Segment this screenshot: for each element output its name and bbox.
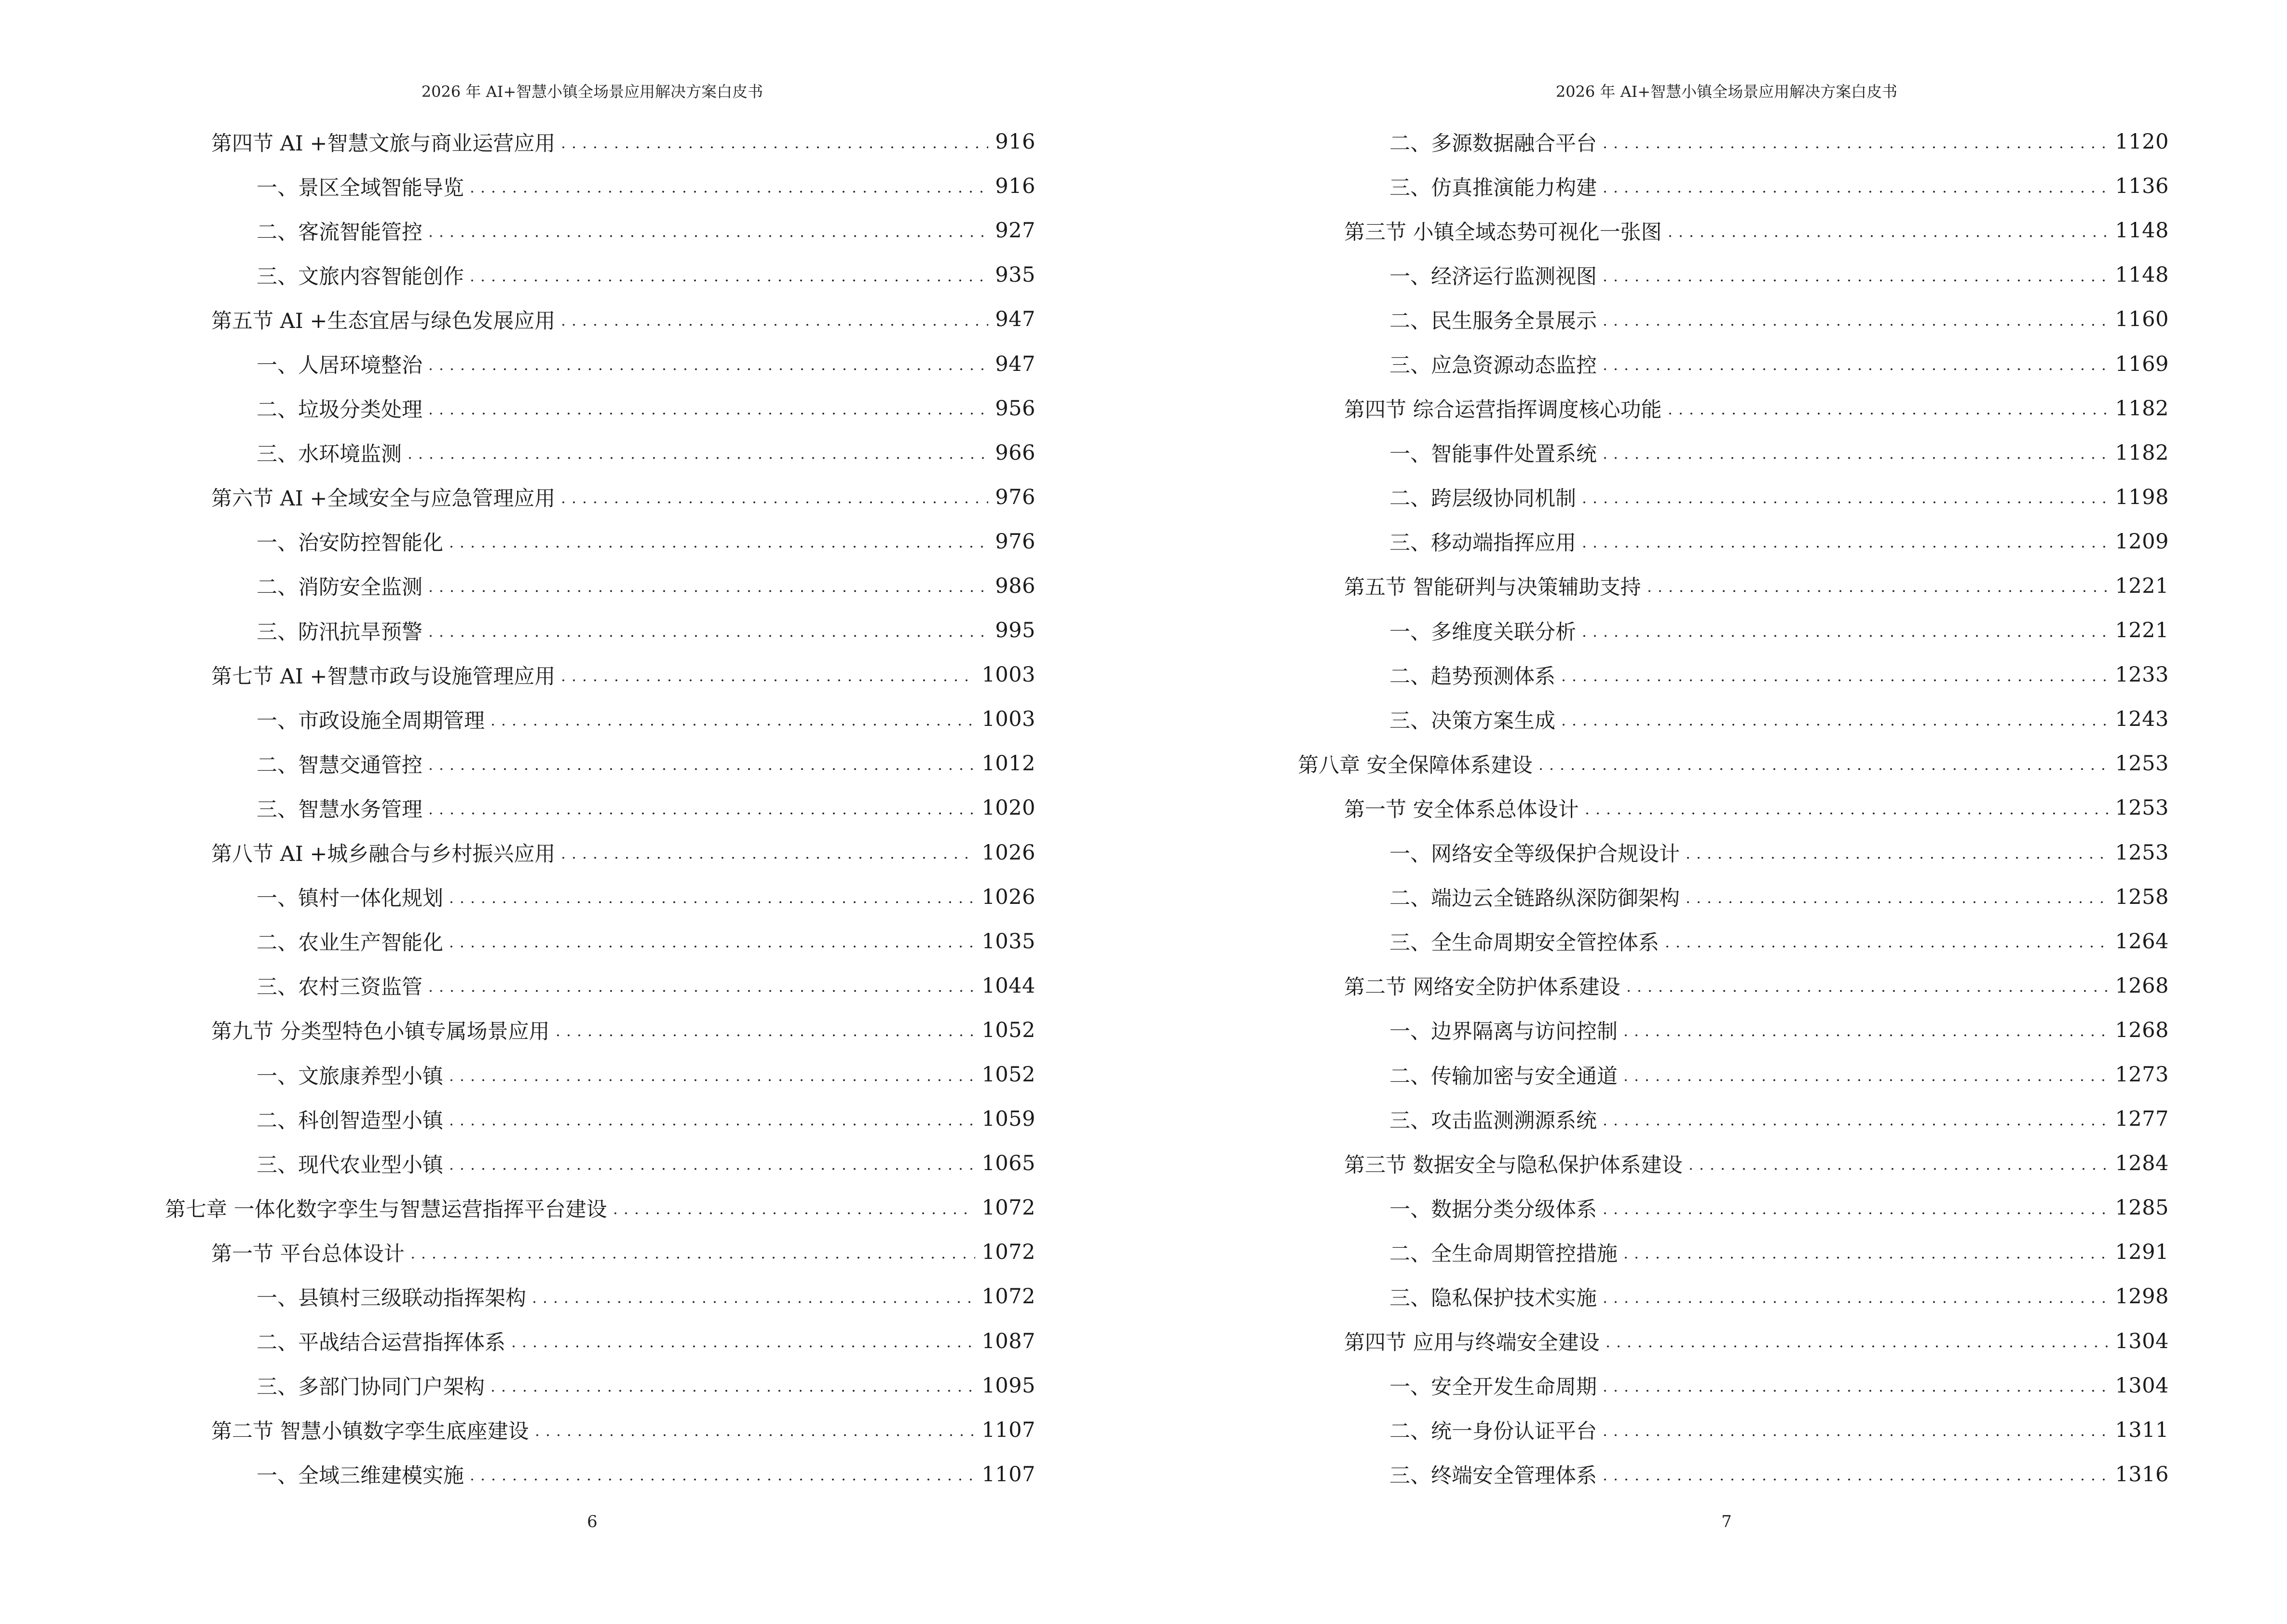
dot-leader [1665, 398, 2109, 419]
toc-entry-page-number: 1095 [981, 1373, 1035, 1398]
toc-entry-page-number: 1258 [2115, 885, 2169, 909]
toc-entry-page-number: 1003 [981, 663, 1035, 687]
toc-entry-title: 三、文旅内容智能创作 [257, 264, 464, 289]
toc-entry-title: 三、防汛抗旱预警 [257, 620, 422, 644]
toc-entry-item[interactable] [1298, 1097, 2169, 1141]
dot-leader [425, 398, 988, 419]
toc-entry-item[interactable] [165, 786, 1035, 830]
dot-leader [1600, 354, 2109, 374]
toc-entry-page-number: 1298 [2115, 1284, 2169, 1309]
toc-entry-title: 二、传输加密与安全通道 [1389, 1064, 1618, 1089]
dot-leader [1623, 975, 2109, 996]
toc-entry-item[interactable] [165, 1364, 1035, 1408]
toc-entry-title: 三、水环境监测 [257, 442, 402, 467]
dot-leader [488, 1375, 975, 1396]
toc-entry-title: 第五节 智能研判与决策辅助支持 [1344, 575, 1641, 600]
dot-leader [1558, 665, 2109, 685]
toc-entry-title: 三、仿真推演能力构建 [1389, 176, 1597, 200]
toc-entry-item[interactable] [165, 919, 1035, 964]
toc-entry-title: 第四节 综合运营指挥调度核心功能 [1344, 398, 1662, 423]
toc-entry-title: 一、治安防控智能化 [257, 531, 443, 556]
toc-entry-chapter[interactable] [1298, 741, 2169, 786]
toc-entry-item[interactable] [165, 1052, 1035, 1097]
toc-entry-title: 一、多维度关联分析 [1389, 620, 1576, 644]
toc-entry-item[interactable] [1298, 120, 2169, 164]
toc-entry-title: 三、隐私保护技术实施 [1389, 1286, 1597, 1310]
dot-leader [446, 887, 975, 907]
dot-leader [1600, 1375, 2109, 1396]
toc-entry-page-number: 1253 [2115, 751, 2169, 776]
toc-entry-title: 一、全域三维建模实施 [257, 1464, 464, 1488]
toc-entry-item[interactable] [1298, 431, 2169, 475]
dot-leader [1582, 798, 2109, 819]
toc-entry-title: 三、攻击监测溯源系统 [1389, 1108, 1597, 1133]
page-right [1144, 0, 2287, 1624]
dot-leader [1620, 1242, 2109, 1263]
toc-entry-page-number: 1169 [2115, 352, 2169, 376]
dot-leader [1579, 531, 2109, 552]
toc-entry-page-number: 1026 [981, 840, 1035, 865]
toc-entry-item[interactable] [1298, 1052, 2169, 1097]
toc-entry-title: 二、科创智造型小镇 [257, 1108, 443, 1133]
toc-entry-page-number: 1072 [981, 1284, 1035, 1309]
toc-entry-page-number: 1107 [981, 1462, 1035, 1487]
dot-leader [508, 1331, 975, 1351]
toc-entry-item[interactable] [165, 1097, 1035, 1141]
toc-entry-item[interactable] [1298, 253, 2169, 297]
toc-entry-title: 第三节 数据安全与隐私保护体系建设 [1344, 1153, 1683, 1177]
toc-entry-page-number: 1304 [2115, 1373, 2169, 1398]
toc-entry-page-number: 1311 [2115, 1418, 2169, 1442]
toc-entry-item[interactable] [1298, 608, 2169, 653]
toc-entry-title: 一、人居环境整治 [257, 354, 422, 378]
toc-entry-page-number: 1072 [981, 1240, 1035, 1265]
toc-entry-item[interactable] [165, 386, 1035, 431]
toc-entry-title: 三、农村三资监管 [257, 975, 422, 1000]
dot-leader [529, 1286, 975, 1307]
toc-entry-title: 三、应急资源动态监控 [1389, 354, 1597, 378]
dot-leader [1600, 309, 2109, 330]
dot-leader [1600, 132, 2109, 152]
toc-entry-title: 三、终端安全管理体系 [1389, 1464, 1597, 1488]
toc-entry-item[interactable] [1298, 164, 2169, 208]
toc-entry-section[interactable] [1298, 786, 2169, 830]
dot-leader [1662, 931, 2109, 952]
toc-entry-title: 三、现代农业型小镇 [257, 1153, 443, 1177]
dot-leader [405, 442, 988, 463]
dot-leader [1600, 265, 2109, 286]
toc-entry-page-number: 1052 [981, 1063, 1035, 1087]
toc-entry-item[interactable] [165, 964, 1035, 1008]
toc-entry-section[interactable] [165, 1008, 1035, 1052]
dot-leader [1683, 842, 2109, 863]
toc-entry-item[interactable] [1298, 519, 2169, 564]
dot-leader [558, 842, 975, 863]
dot-leader [467, 176, 988, 197]
toc-entry-title: 第四节 AI +智慧文旅与商业运营应用 [211, 131, 556, 156]
toc-entry-section[interactable] [165, 297, 1035, 341]
toc-entry-section[interactable] [1298, 386, 2169, 431]
toc-entry-title: 二、消防安全监测 [257, 575, 422, 600]
toc-entry-page-number: 1182 [2115, 396, 2169, 421]
toc-entry-section[interactable] [165, 475, 1035, 519]
running-header: 2026 年 AI+智慧小镇全场景应用解决方案白皮书 [1555, 82, 1898, 101]
toc-entry-page-number: 1120 [2115, 130, 2169, 154]
toc-entry-page-number: 1087 [981, 1329, 1035, 1353]
toc-entry-title: 二、趋势预测体系 [1389, 664, 1555, 689]
dot-leader [1600, 1109, 2109, 1130]
toc-entry-section[interactable] [165, 831, 1035, 875]
toc-entry-page-number: 986 [995, 573, 1035, 598]
toc-entry-title: 第七节 AI +智慧市政与设施管理应用 [211, 664, 556, 689]
toc-entry-page-number: 1284 [2115, 1151, 2169, 1176]
toc-entry-title: 第三节 小镇全域态势可视化一张图 [1344, 220, 1662, 245]
toc-entry-title: 二、垃圾分类处理 [257, 398, 422, 423]
dot-leader [1683, 887, 2109, 907]
dot-leader [1600, 442, 2109, 463]
toc-entry-title: 一、数据分类分级体系 [1389, 1197, 1597, 1222]
toc-entry-title: 第二节 智慧小镇数字孪生底座建设 [211, 1419, 529, 1444]
table-of-contents [165, 120, 1035, 1497]
toc-entry-section[interactable] [1298, 964, 2169, 1008]
toc-entry-item[interactable] [165, 341, 1035, 386]
page-number: 7 [1721, 1512, 1732, 1531]
toc-entry-section[interactable] [1298, 1141, 2169, 1186]
toc-entry-item[interactable] [1298, 297, 2169, 341]
dot-leader [558, 132, 988, 152]
toc-entry-title: 一、景区全域智能导览 [257, 176, 464, 200]
toc-entry-page-number: 976 [995, 485, 1035, 509]
dot-leader [1600, 1286, 2109, 1307]
toc-entry-item[interactable] [165, 1274, 1035, 1319]
toc-entry-item[interactable] [1298, 1008, 2169, 1052]
dot-leader [532, 1419, 975, 1440]
dot-leader [1620, 1020, 2109, 1040]
dot-leader [558, 309, 988, 330]
toc-entry-page-number: 1198 [2115, 485, 2169, 509]
dot-leader [610, 1198, 975, 1218]
toc-entry-item[interactable] [165, 164, 1035, 208]
toc-entry-title: 一、镇村一体化规划 [257, 887, 443, 911]
dot-leader [1536, 753, 2109, 774]
toc-entry-item[interactable] [165, 875, 1035, 919]
toc-entry-title: 第九节 分类型特色小镇专属场景应用 [211, 1020, 550, 1044]
toc-entry-item[interactable] [1298, 1186, 2169, 1230]
toc-entry-page-number: 1065 [981, 1151, 1035, 1176]
toc-entry-page-number: 956 [995, 396, 1035, 421]
dot-leader [408, 1242, 975, 1263]
running-header: 2026 年 AI+智慧小镇全场景应用解决方案白皮书 [421, 82, 763, 101]
toc-entry-item[interactable] [1298, 653, 2169, 697]
toc-entry-page-number: 1268 [2115, 973, 2169, 998]
toc-entry-title: 第二节 网络安全防护体系建设 [1344, 975, 1620, 1000]
toc-entry-section[interactable] [165, 653, 1035, 697]
toc-entry-page-number: 1221 [2115, 618, 2169, 643]
dot-leader [446, 531, 988, 552]
toc-entry-page-number: 916 [995, 130, 1035, 154]
dot-leader [446, 1064, 975, 1085]
toc-entry-title: 一、智能事件处置系统 [1389, 442, 1597, 467]
page-number: 6 [587, 1512, 598, 1531]
toc-entry-item[interactable] [165, 608, 1035, 653]
toc-entry-page-number: 995 [995, 618, 1035, 643]
toc-entry-page-number: 1136 [2115, 174, 2169, 199]
dot-leader [558, 487, 988, 507]
toc-entry-title: 三、多部门协同门户架构 [257, 1375, 485, 1400]
toc-entry-page-number: 1035 [981, 929, 1035, 954]
toc-entry-page-number: 1107 [981, 1418, 1035, 1442]
toc-entry-item[interactable] [165, 253, 1035, 297]
toc-entry-page-number: 1273 [2115, 1063, 2169, 1087]
dot-leader [446, 1109, 975, 1130]
toc-entry-title: 二、全生命周期管控措施 [1389, 1242, 1618, 1266]
toc-entry-title: 第八节 AI +城乡融合与乡村振兴应用 [211, 842, 556, 867]
table-of-contents [1298, 120, 2169, 1497]
toc-entry-title: 二、端边云全链路纵深防御架构 [1389, 887, 1680, 911]
toc-entry-title: 二、农业生产智能化 [257, 931, 443, 955]
toc-entry-title: 二、智慧交通管控 [257, 753, 422, 778]
toc-entry-page-number: 1160 [2115, 307, 2169, 332]
toc-entry-page-number: 1044 [981, 973, 1035, 998]
toc-entry-page-number: 1277 [2115, 1107, 2169, 1132]
toc-entry-item[interactable] [1298, 475, 2169, 519]
toc-entry-title: 一、文旅康养型小镇 [257, 1064, 443, 1089]
toc-entry-item[interactable] [165, 431, 1035, 475]
toc-entry-page-number: 1003 [981, 707, 1035, 732]
dot-leader [488, 709, 975, 730]
toc-entry-title: 第一节 平台总体设计 [211, 1242, 405, 1266]
toc-entry-page-number: 947 [995, 352, 1035, 376]
toc-entry-page-number: 1052 [981, 1018, 1035, 1042]
toc-entry-item[interactable] [1298, 697, 2169, 741]
dot-leader [1644, 575, 2109, 596]
toc-entry-item[interactable] [1298, 1230, 2169, 1274]
toc-entry-page-number: 1209 [2115, 529, 2169, 554]
toc-entry-title: 二、统一身份认证平台 [1389, 1419, 1597, 1444]
dot-leader [467, 265, 988, 286]
toc-entry-item[interactable] [1298, 831, 2169, 875]
toc-entry-title: 第四节 应用与终端安全建设 [1344, 1331, 1600, 1355]
dot-leader [425, 354, 988, 374]
toc-entry-title: 二、多源数据融合平台 [1389, 131, 1597, 156]
toc-entry-page-number: 927 [995, 218, 1035, 243]
toc-entry-item[interactable] [1298, 1408, 2169, 1452]
toc-entry-item[interactable] [1298, 1452, 2169, 1497]
dot-leader [425, 975, 975, 996]
toc-entry-section[interactable] [165, 120, 1035, 164]
toc-entry-title: 一、市政设施全周期管理 [257, 709, 485, 733]
toc-entry-title: 一、网络安全等级保护合规设计 [1389, 842, 1680, 867]
toc-entry-title: 第八章 安全保障体系建设 [1298, 753, 1533, 778]
dot-leader [1579, 620, 2109, 641]
toc-entry-item[interactable] [165, 208, 1035, 253]
toc-entry-item[interactable] [165, 697, 1035, 741]
toc-entry-page-number: 1026 [981, 885, 1035, 909]
toc-entry-page-number: 1059 [981, 1107, 1035, 1132]
toc-entry-title: 一、县镇村三级联动指挥架构 [257, 1286, 526, 1310]
toc-entry-item[interactable] [165, 519, 1035, 564]
dot-leader [1558, 709, 2109, 730]
toc-entry-section[interactable] [165, 1230, 1035, 1274]
toc-entry-title: 二、跨层级协同机制 [1389, 487, 1576, 511]
toc-entry-item[interactable] [1298, 341, 2169, 386]
dot-leader [425, 220, 988, 241]
dot-leader [1600, 176, 2109, 197]
dot-leader [1665, 220, 2109, 241]
toc-entry-chapter[interactable] [165, 1186, 1035, 1230]
dot-leader [1603, 1331, 2109, 1351]
dot-leader [558, 665, 975, 685]
toc-entry-title: 三、全生命周期安全管控体系 [1389, 931, 1659, 955]
toc-entry-item[interactable] [165, 1141, 1035, 1186]
toc-entry-item[interactable] [1298, 875, 2169, 919]
toc-entry-page-number: 1020 [981, 796, 1035, 820]
toc-entry-section[interactable] [1298, 208, 2169, 253]
toc-entry-title: 三、决策方案生成 [1389, 709, 1555, 733]
toc-entry-section[interactable] [165, 1408, 1035, 1452]
toc-entry-page-number: 1243 [2115, 707, 2169, 732]
toc-entry-title: 一、经济运行监测视图 [1389, 264, 1597, 289]
toc-entry-page-number: 1221 [2115, 573, 2169, 598]
toc-entry-page-number: 935 [995, 263, 1035, 287]
toc-entry-title: 三、移动端指挥应用 [1389, 531, 1576, 556]
toc-entry-page-number: 1316 [2115, 1462, 2169, 1487]
toc-entry-page-number: 1304 [2115, 1329, 2169, 1353]
dot-leader [425, 620, 988, 641]
toc-entry-title: 第一节 安全体系总体设计 [1344, 797, 1579, 822]
toc-entry-page-number: 1148 [2115, 263, 2169, 287]
toc-entry-title: 一、安全开发生命周期 [1389, 1375, 1597, 1400]
toc-entry-title: 二、民生服务全景展示 [1389, 309, 1597, 333]
toc-entry-item[interactable] [165, 1452, 1035, 1497]
toc-entry-page-number: 1285 [2115, 1196, 2169, 1220]
toc-entry-title: 三、智慧水务管理 [257, 797, 422, 822]
toc-entry-page-number: 1233 [2115, 663, 2169, 687]
toc-entry-page-number: 1148 [2115, 218, 2169, 243]
toc-entry-title: 一、边界隔离与访问控制 [1389, 1020, 1618, 1044]
toc-entry-section[interactable] [1298, 1319, 2169, 1364]
toc-entry-item[interactable] [165, 564, 1035, 608]
toc-entry-title: 二、平战结合运营指挥体系 [257, 1331, 505, 1355]
toc-entry-item[interactable] [165, 741, 1035, 786]
dot-leader [1620, 1064, 2109, 1085]
toc-entry-page-number: 1291 [2115, 1240, 2169, 1265]
toc-entry-page-number: 1268 [2115, 1018, 2169, 1042]
toc-entry-title: 第六节 AI +全域安全与应急管理应用 [211, 487, 556, 511]
toc-entry-page-number: 1182 [2115, 440, 2169, 465]
toc-entry-page-number: 1264 [2115, 929, 2169, 954]
toc-entry-page-number: 1253 [2115, 840, 2169, 865]
toc-entry-page-number: 1253 [2115, 796, 2169, 820]
toc-entry-section[interactable] [1298, 564, 2169, 608]
dot-leader [1579, 487, 2109, 507]
toc-entry-page-number: 1012 [981, 751, 1035, 776]
toc-entry-item[interactable] [1298, 1274, 2169, 1319]
toc-entry-page-number: 916 [995, 174, 1035, 199]
toc-entry-page-number: 966 [995, 440, 1035, 465]
dot-leader [425, 753, 975, 774]
toc-entry-page-number: 1072 [981, 1196, 1035, 1220]
toc-entry-page-number: 976 [995, 529, 1035, 554]
dot-leader [1600, 1464, 2109, 1485]
dot-leader [553, 1020, 975, 1040]
dot-leader [1686, 1153, 2109, 1174]
toc-entry-title: 二、客流智能管控 [257, 220, 422, 245]
toc-entry-item[interactable] [165, 1319, 1035, 1364]
dot-leader [425, 798, 975, 819]
toc-entry-title: 第五节 AI +生态宜居与绿色发展应用 [211, 309, 556, 333]
toc-entry-page-number: 947 [995, 307, 1035, 332]
toc-entry-title: 第七章 一体化数字孪生与智慧运营指挥平台建设 [165, 1197, 607, 1222]
toc-entry-item[interactable] [1298, 1364, 2169, 1408]
dot-leader [1600, 1198, 2109, 1218]
toc-entry-item[interactable] [1298, 919, 2169, 964]
dot-leader [446, 1153, 975, 1174]
dot-leader [467, 1464, 975, 1485]
dot-leader [446, 931, 975, 952]
dot-leader [1600, 1419, 2109, 1440]
dot-leader [425, 575, 988, 596]
